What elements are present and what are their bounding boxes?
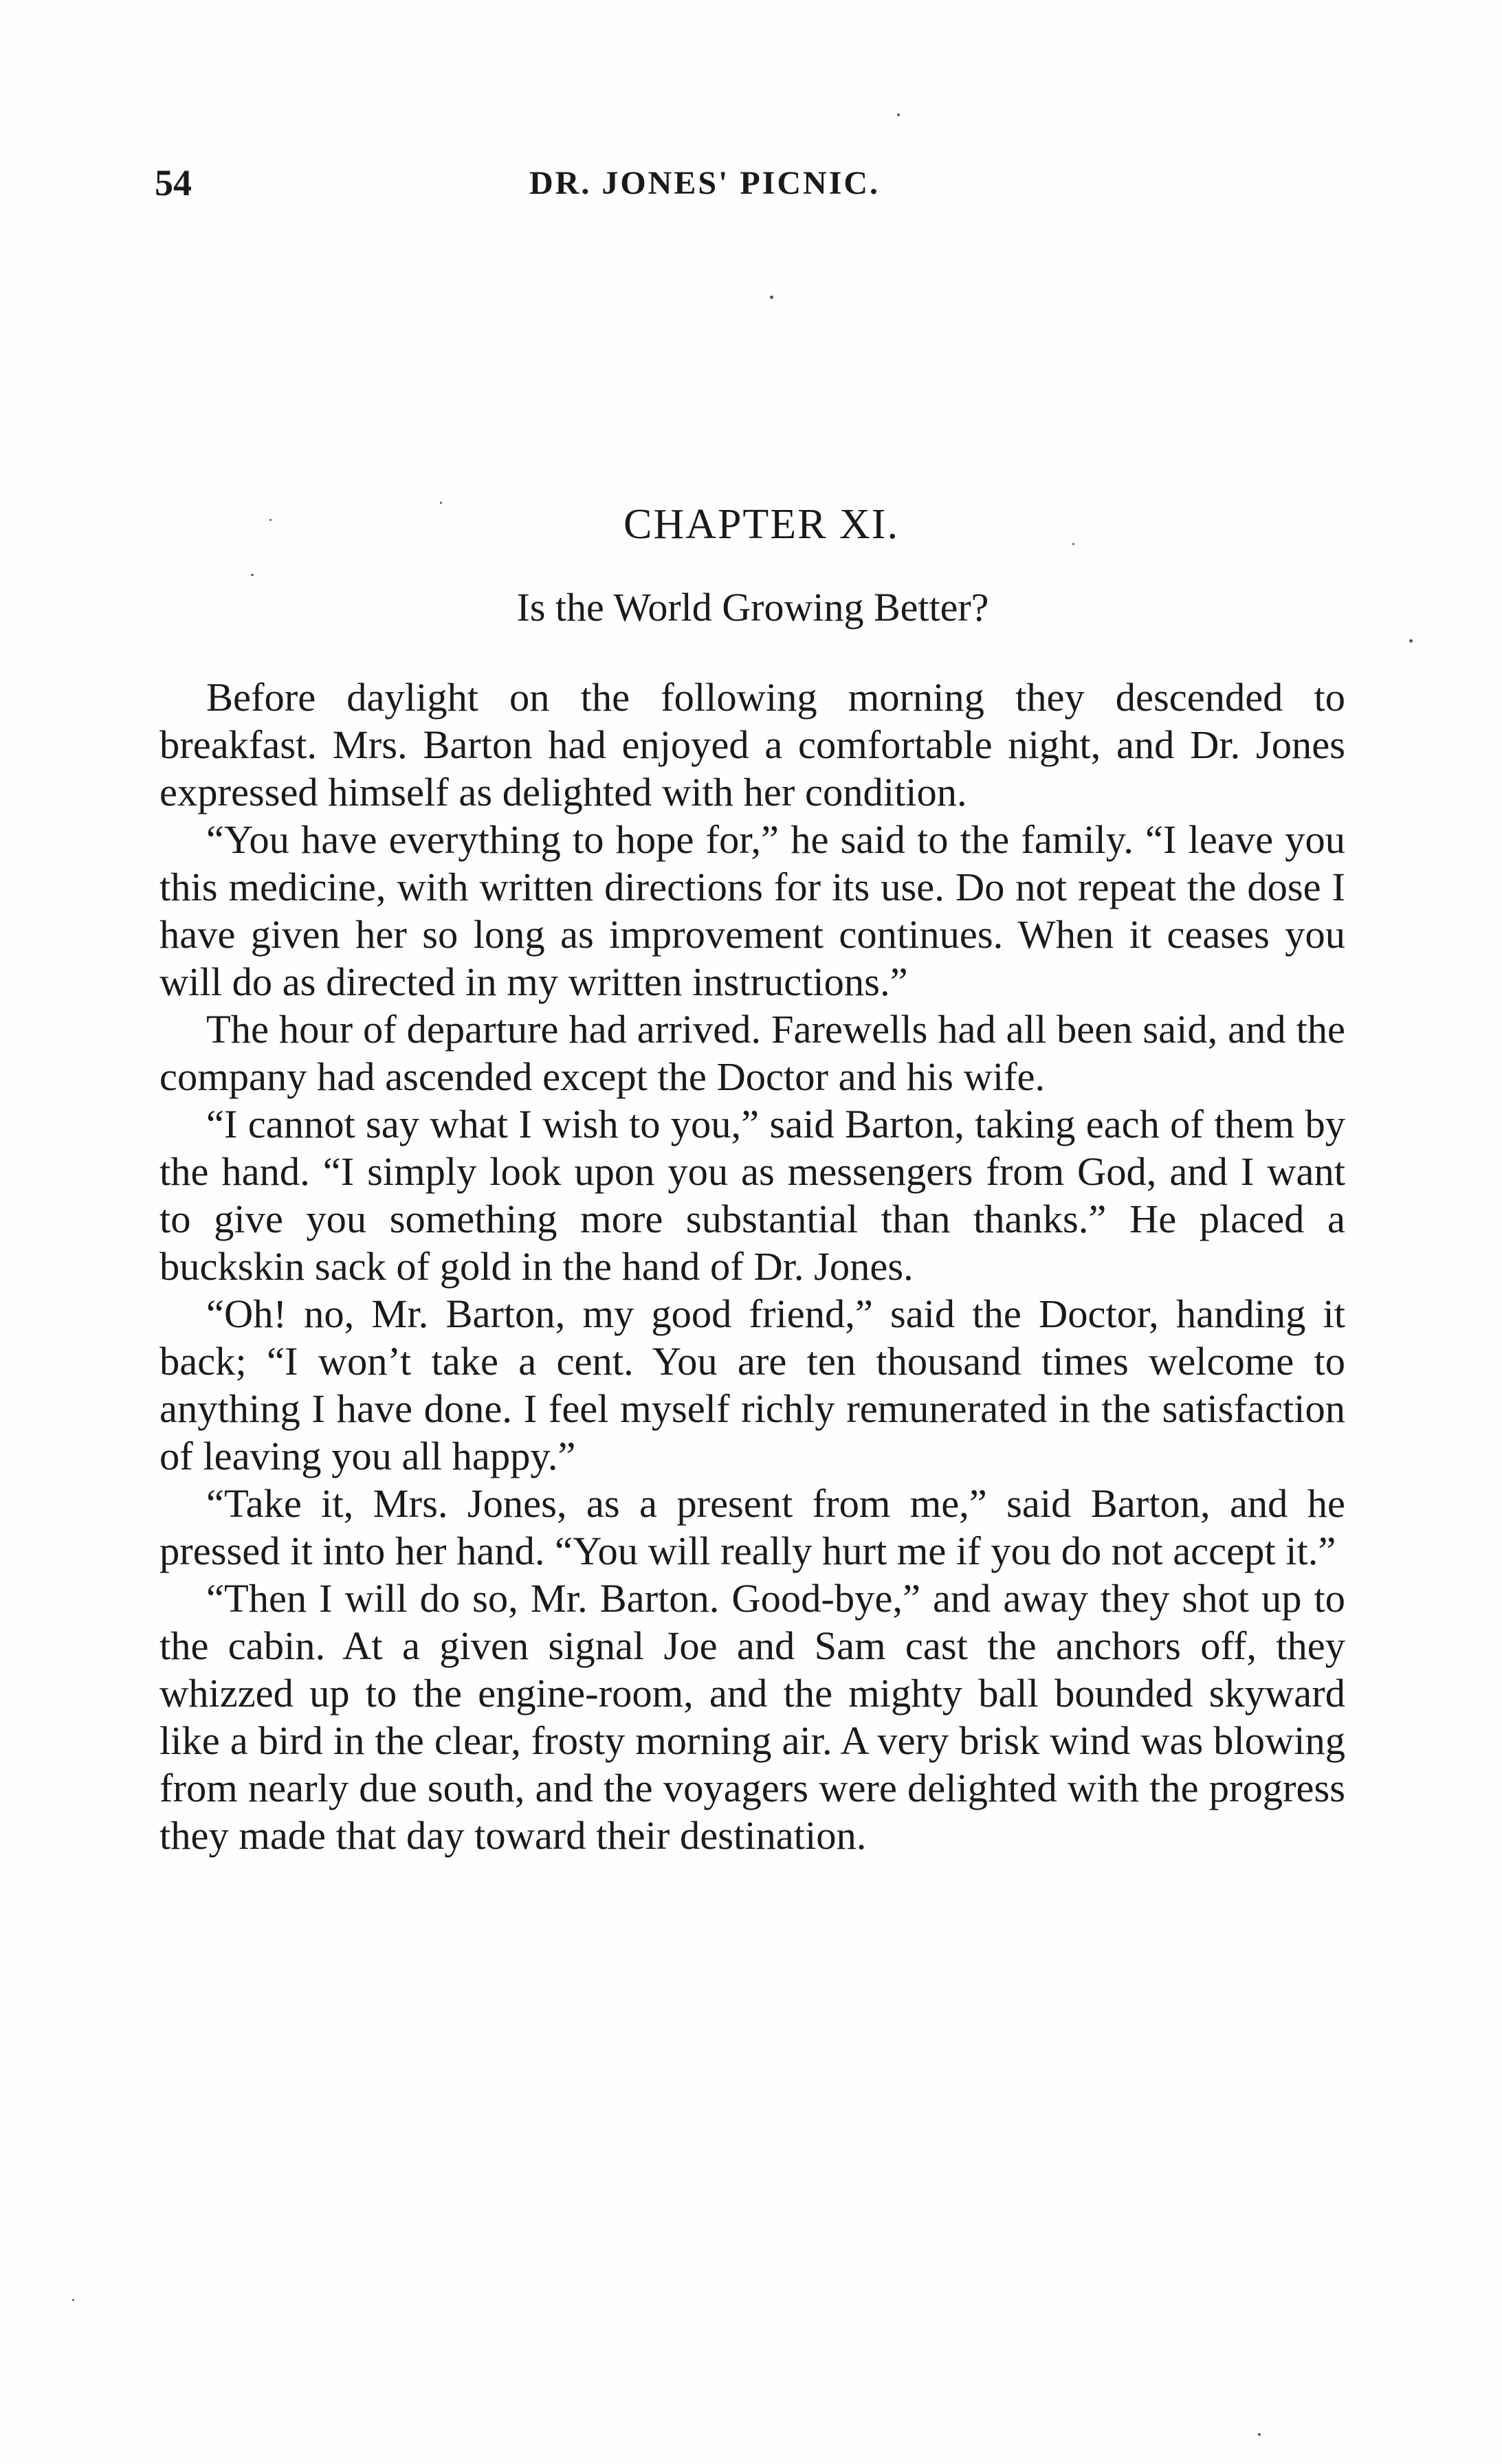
running-head <box>155 162 1347 217</box>
chapter-number: CHAPTER XI. <box>623 501 899 548</box>
paper-speck <box>269 519 272 521</box>
chapter-heading <box>0 500 1502 549</box>
paper-speck <box>897 113 900 116</box>
running-title: DR. JONES' PICNIC. <box>529 165 881 201</box>
paragraph: The hour of departure had arrived. Farewells had all been said, and the company had ascended except the Doctor and his wife. <box>159 1007 1345 1099</box>
paragraph: Before daylight on the following morning they descended to breakfast. Mrs. Barton had enjoyed a comfortable night, and Dr. Jones expressed himself as delighted with her condition. <box>159 675 1345 814</box>
paper-speck <box>440 502 442 504</box>
paper-speck <box>1072 543 1074 545</box>
page-number: 54 <box>155 162 192 203</box>
paragraph: “I cannot say what I wish to you,” said Barton, taking each of them by the hand. “I simply look upon you as messengers from God, and I want to give you something more substantial than thanks.” He placed a buckskin sack of gold in the hand of Dr. Jones. <box>159 1102 1345 1289</box>
paper-speck <box>1409 639 1413 643</box>
paragraph: “Take it, Mrs. Jones, as a present from me,” said Barton, and he pressed it into her hand. “You will really hurt me if you do not accept it.” <box>159 1481 1345 1573</box>
paragraph: “Oh! no, Mr. Barton, my good friend,” said the Doctor, handing it back; “I won’t take a cent. You are ten thousand times welcome to anything I have done. I feel myself richly remunerated in the satisfaction of leaving you all happy.” <box>159 1291 1345 1478</box>
paper-speck <box>770 296 773 299</box>
chapter-title: Is the World Growing Better? <box>516 585 989 630</box>
body-text <box>159 674 1345 1859</box>
paragraph: “Then I will do so, Mr. Barton. Good-bye,” and away they shot up to the cabin. At a given signal Joe and Sam cast the anchors off, they whizzed up to the engine-room, and the mighty ball bounded skyward like a bird in the clear, frosty morning air. A very brisk wind was blowing from nearly due south, and the voyagers were delighted with the progress they made that day toward their destination. <box>159 1576 1345 1858</box>
paper-speck <box>251 574 254 576</box>
chapter-subtitle <box>0 584 1502 630</box>
paragraph: “You have everything to hope for,” he said to the family. “I leave you this medicine, with written directions for its use. Do not repeat the dose I have given her so long as improvement continues. When it ceases you will do as directed in my written instructions.” <box>159 817 1345 1004</box>
paper-speck <box>1258 2433 1261 2436</box>
paper-speck <box>72 2299 74 2301</box>
